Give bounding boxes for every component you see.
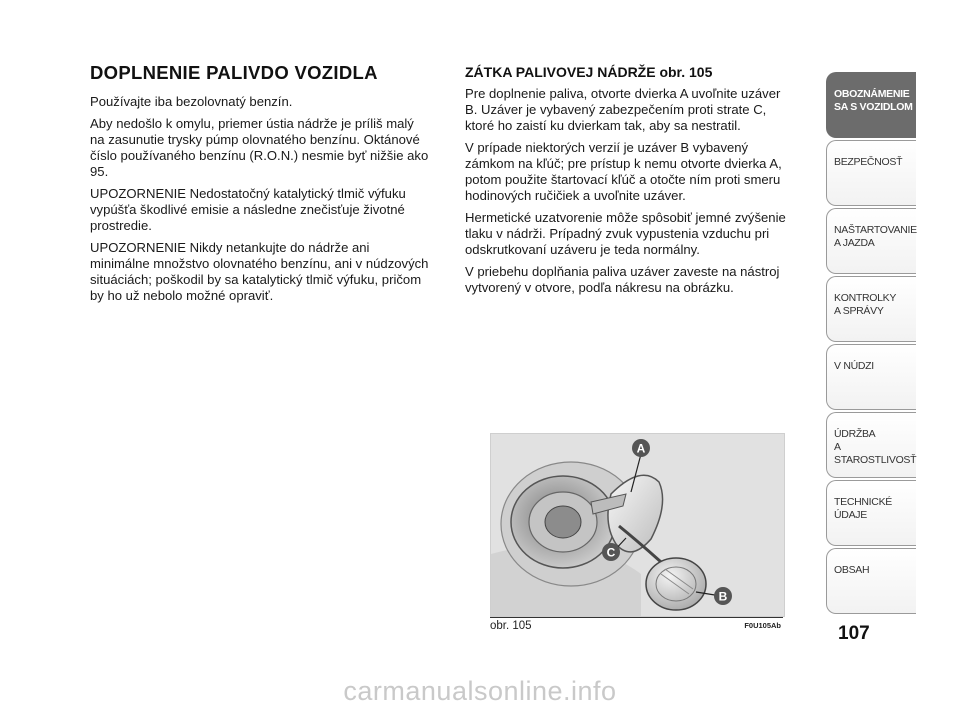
section-title-refueling: DOPLNENIE PALIVDO VOZIDLA [90, 62, 378, 83]
paragraph: Hermetické uzatvorenie môže spôsobiť jemné zvýšenie tlaku v nádrži. Prípadný zvuk vypustenia vzduchu pri odskrutkovaní uzáveru je teda normálny. [465, 210, 786, 257]
page-number: 107 [838, 623, 870, 644]
chapter-tabs [826, 72, 916, 616]
label-c-marker [602, 543, 620, 561]
paragraph: V priebehu doplňania paliva uzáver zaveste na nástroj vytvorený v otvore, podľa nákresu na obrázku. [465, 264, 780, 295]
fuel-cap-drawing [491, 434, 784, 616]
tab-maintenance[interactable]: ÚDRŽBA A STAROSTLIVOSŤ [826, 412, 916, 478]
paragraph: Používajte iba bezolovnatý benzín. [90, 94, 293, 109]
warning-paragraph: UPOZORNENIE Nikdy netankujte do nádrže ani minimálne množstvo olovnatého benzínu, ani v núdzových situáciách; poškodil by sa katalytický tlmič výfuku, pričom by ho už nebolo možné opraviť. [90, 240, 429, 303]
figure-caption [490, 617, 783, 632]
tab-contents[interactable]: OBSAH [826, 548, 916, 614]
paragraph: Aby nedošlo k omylu, priemer ústia nádrže je príliš malý na zasunutie trysky púmp olovnatého benzínu. Oktánové číslo používaného benzínu (R.O.N.) nesmie byť nižšie ako 95. [90, 116, 429, 179]
label-c: C [606, 545, 616, 560]
paragraph: V prípade niektorých verzií je uzáver B vybavený zámkom na kľúč; pre prístup k nemu otvorte dvierka A, potom použite štartovací kľúč a otočte ním proti smeru hodinových ručičiek a uvoľnite uzáver. [465, 140, 782, 203]
left-column [90, 62, 430, 310]
label-b: B [718, 589, 728, 604]
label-a: A [636, 441, 646, 456]
figure-caption-text: obr. 105 [490, 620, 532, 632]
section-title-fuel-cap: ZÁTKA PALIVOVEJ NÁDRŽE obr. 105 [465, 64, 713, 80]
figure-code: F0U105Ab [744, 621, 781, 630]
label-a-marker [632, 439, 650, 457]
tab-emergency[interactable]: V NÚDZI [826, 344, 916, 410]
tab-technical-data[interactable]: TECHNICKÉ ÚDAJE [826, 480, 916, 546]
tab-getting-to-know-vehicle[interactable]: OBOZNÁMENIE SA S VOZIDLOM [826, 72, 916, 138]
fuel-cap-illustration [490, 433, 785, 617]
right-column [465, 62, 790, 302]
warning-paragraph: UPOZORNENIE Nedostatočný katalytický tlmič výfuku vypúšťa škodlivé emisie a následne znečisťuje životné prostredie. [90, 186, 406, 233]
tab-safety[interactable]: BEZPEČNOSŤ [826, 140, 916, 206]
watermark: carmanualsonline.info [343, 676, 617, 706]
fuel-cap-b [646, 558, 706, 610]
paragraph: Pre doplnenie paliva, otvorte dvierka A uvoľnite uzáver B. Uzáver je vybavený zabezpečením proti strate C, ktoré ho zaistí ku dvierkam tak, aby sa nestratil. [465, 86, 781, 133]
label-b-marker [714, 587, 732, 605]
tab-starting-driving[interactable]: NAŠTARTOVANIE A JAZDA [826, 208, 916, 274]
tab-warning-lights[interactable]: KONTROLKY A SPRÁVY [826, 276, 916, 342]
